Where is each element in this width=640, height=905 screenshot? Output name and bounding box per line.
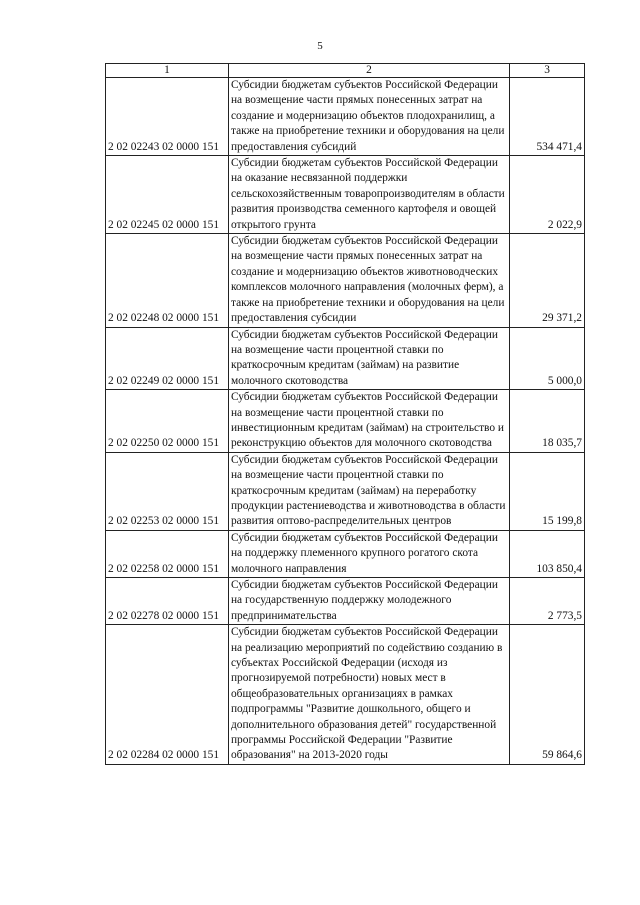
budget-code: 2 02 02278 02 0000 151	[106, 578, 229, 625]
table-row	[106, 390, 585, 453]
budget-code: 2 02 02253 02 0000 151	[106, 452, 229, 530]
budget-code: 2 02 02249 02 0000 151	[106, 327, 229, 390]
amount: 534 471,4	[510, 78, 585, 156]
table-row	[106, 78, 585, 156]
subsidy-description: Субсидии бюджетам субъектов Российской Федерации на государственную поддержку молодежного предпринимательства	[228, 578, 509, 625]
subsidy-description: Субсидии бюджетам субъектов Российской Федерации на возмещение части прямых понесенных затрат на создание и модернизацию объектов плодохранилищ, а также на приобретение техники и оборудования на цели предоставления субсидий	[228, 78, 509, 156]
amount: 18 035,7	[510, 390, 585, 453]
budget-code: 2 02 02258 02 0000 151	[106, 530, 229, 577]
subsidy-description: Субсидии бюджетам субъектов Российской Федерации на поддержку племенного крупного рогатого скота молочного направления	[228, 530, 509, 577]
subsidy-description: Субсидии бюджетам субъектов Российской Федерации на возмещение части процентной ставки по краткосрочным кредитам (займам) на развитие молочного скотоводства	[228, 327, 509, 390]
table-row	[106, 156, 585, 234]
subsidy-description: Субсидии бюджетам субъектов Российской Федерации на возмещение части процентной ставки по краткосрочным кредитам (займам) на переработку продукции растениеводства и животноводства в области развития оптово-распределительных центров	[228, 452, 509, 530]
budget-code: 2 02 02284 02 0000 151	[106, 625, 229, 765]
amount: 2 773,5	[510, 578, 585, 625]
page-number: 5	[317, 40, 323, 52]
budget-code: 2 02 02250 02 0000 151	[106, 390, 229, 453]
budget-code: 2 02 02248 02 0000 151	[106, 234, 229, 327]
amount: 29 371,2	[510, 234, 585, 327]
subsidy-description: Субсидии бюджетам субъектов Российской Федерации на реализацию мероприятий по содействию созданию в субъектах Российской Федерации (исходя из прогнозируемой потребности) новых мест в общеобразовательных организациях в рамках подпрограммы "Развитие дошкольного, общего и дополнительного образования детей" государственной программы Российской Федерации "Развитие образования" на 2013-2020 годы	[228, 625, 509, 765]
table-row	[106, 530, 585, 577]
table-row	[106, 234, 585, 327]
amount: 5 000,0	[510, 327, 585, 390]
budget-table	[105, 63, 585, 765]
column-header-amount: 3	[510, 64, 585, 78]
amount: 15 199,8	[510, 452, 585, 530]
table-header-row	[106, 64, 585, 78]
subsidy-description: Субсидии бюджетам субъектов Российской Федерации на оказание несвязанной поддержки сельскохозяйственным товаропроизводителям в области развития производства семенного картофеля и овощей открытого грунта	[228, 156, 509, 234]
table-row	[106, 327, 585, 390]
column-header-name: 2	[228, 64, 509, 78]
budget-code: 2 02 02245 02 0000 151	[106, 156, 229, 234]
column-header-code: 1	[106, 64, 229, 78]
subsidy-description: Субсидии бюджетам субъектов Российской Федерации на возмещение части процентной ставки по инвестиционным кредитам (займам) на строительство и реконструкцию объектов для молочного скотоводства	[228, 390, 509, 453]
table-row	[106, 578, 585, 625]
amount: 2 022,9	[510, 156, 585, 234]
budget-code: 2 02 02243 02 0000 151	[106, 78, 229, 156]
amount: 103 850,4	[510, 530, 585, 577]
table-row	[106, 452, 585, 530]
table-row	[106, 625, 585, 765]
subsidy-description: Субсидии бюджетам субъектов Российской Федерации на возмещение части прямых понесенных затрат на создание и модернизацию объектов животноводческих комплексов молочного направления (молочных ферм), а также на приобретение техники и оборудования на цели предоставления субсидии	[228, 234, 509, 327]
amount: 59 864,6	[510, 625, 585, 765]
